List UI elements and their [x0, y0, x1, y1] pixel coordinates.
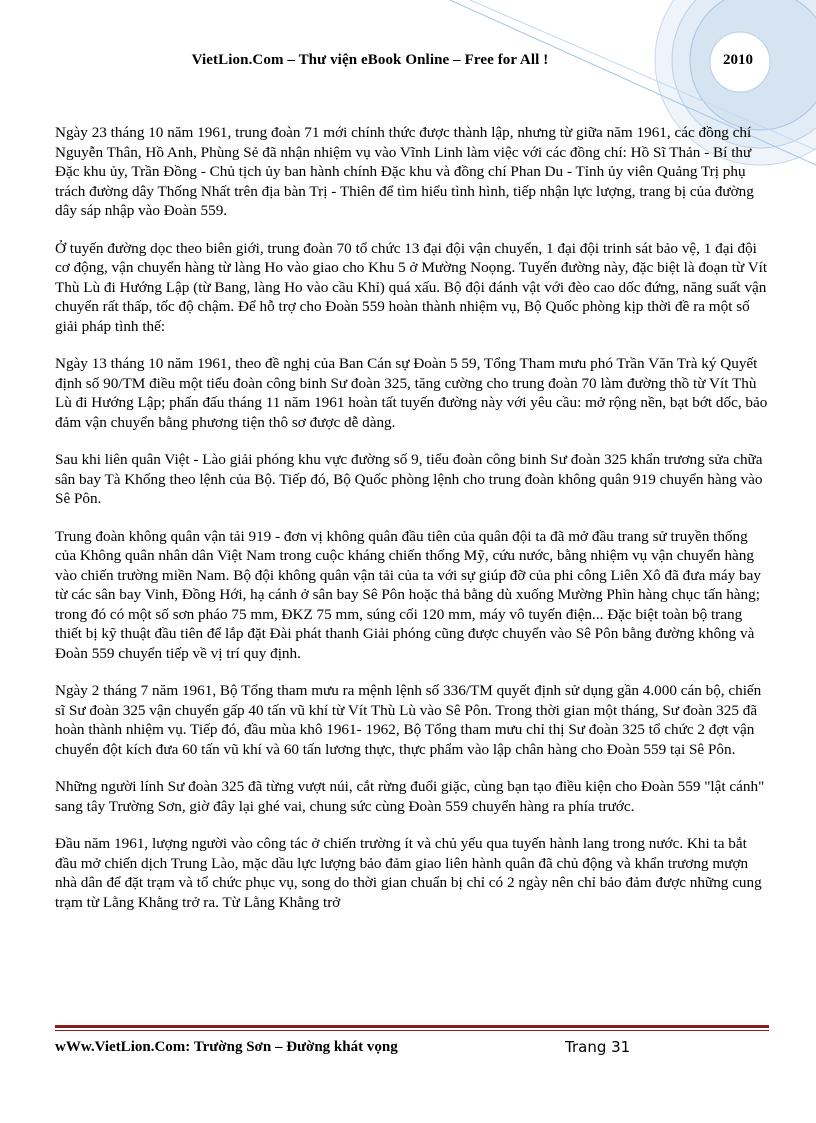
footer-rule	[55, 1025, 769, 1028]
page-number: Trang 31	[565, 1038, 631, 1056]
footer-rule-thin	[55, 1030, 769, 1031]
header-year: 2010	[723, 52, 753, 68]
paragraph: Trung đoàn không quân vận tải 919 - đơn vị không quân đầu tiên của quân đội ta đã mở đầu trang sử truyền thống của Không quân nhân dân Việt Nam trong cuộc kháng chiến thống Mỹ, cứu nước, bằng nhiệm vụ vận chuyển hàng vào chiến trường miền Nam. Bộ đội không quân vận tải của ta với sự giúp đỡ của phi công Liên Xô đã đưa máy bay từ các sân bay Vinh, Đồng Hới, hạ cánh ở sân bay Sê Pôn hoặc thả bằng dù xuống Mường Phìn hàng chục tấn hàng; trong đó có một số sơn pháo 75 mm, ĐKZ 75 mm, súng cối 120 mm, máy vô tuyến điện... Đặc biệt toàn bộ trang thiết bị kỹ thuật đầu tiên để lắp đặt Đài phát thanh Giải phóng cũng được chuyển vào Sê Pôn bằng đường không và Đoàn 559 chuyển tiếp về vị trí quy định.	[55, 527, 761, 662]
paragraph: Những người lính Sư đoàn 325 đã từng vượt núi, cắt rừng đuổi giặc, cùng bạn tạo điều kiện cho Đoàn 559 "lật cánh" sang tây Trường Sơn, giờ đây lại ghé vai, chung sức cùng Đoàn 559 chuyển hàng ra phía trước.	[55, 778, 765, 815]
paragraph: Sau khi liên quân Việt - Lào giải phóng khu vực đường số 9, tiểu đoàn công binh Sư đoàn 325 khẩn trương sửa chữa sân bay Tà Khống theo lệnh của Bộ. Tiếp đó, Bộ Quốc phòng lệnh cho trung đoàn không quân 919 chuyển hàng vào Sê Pôn.	[55, 451, 763, 507]
document-body	[55, 123, 769, 930]
paragraph: Ở tuyến đường dọc theo biên giới, trung đoàn 70 tổ chức 13 đại đội vận chuyển, 1 đại đội trinh sát bảo vệ, 1 đại đội cơ động, vận chuyển hàng từ làng Ho vào giao cho Khu 5 ở Mường Noọng. Tuyến đường này, đặc biệt là đoạn từ Vít Thù Lù đi Hướng Lập (từ Bang, làng Ho vào cầu Khỉ) quá xấu. Bộ đội đánh vật với đèo cao dốc đứng, năng suất vận chuyển rất thấp, tốc độ chậm. Để hỗ trợ cho Đoàn 559 hoàn thành nhiệm vụ, Bộ Quốc phòng kịp thời đề ra một số giải pháp tình thế:	[55, 239, 768, 335]
paragraph: Ngày 23 tháng 10 năm 1961, trung đoàn 71 mới chính thức được thành lập, nhưng từ giữa năm 1961, các đồng chí Nguyễn Thân, Hồ Anh, Phùng Sẻ đã nhận nhiệm vụ vào Vĩnh Linh làm việc với các đồng chí: Hồ Sĩ Thản - Bí thư Đặc khu ủy, Trần Đồng - Chủ tịch ủy ban hành chính Đặc khu và đồng chí Phan Du - Tỉnh ủy viên Quảng Trị phụ trách đường dây Thống Nhất trên địa bàn Trị - Thiên để tìm hiểu tình hình, tiếp nhận lực lượng, trang bị của đường dây sáp nhập vào Đoàn 559.	[55, 124, 754, 219]
footer-site-title: wWw.VietLion.Com: Trường Sơn – Đường khát vọng	[55, 1039, 398, 1055]
header-title: VietLion.Com – Thư viện eBook Online – Free for All !	[191, 52, 549, 68]
paragraph: Ngày 13 tháng 10 năm 1961, theo đề nghị của Ban Cán sự Đoàn 5 59, Tổng Tham mưu phó Trần Văn Trà ký Quyết định số 90/TM điều một tiểu đoàn công binh Sư đoàn 325, tăng cường cho trung đoàn 70 làm đường thồ từ Vít Thù Lù đi Hướng Lập; phấn đấu tháng 11 năm 1961 hoàn tất tuyến đường này với yêu cầu: mở rộng nền, bạt bớt dốc, bảo đảm vận chuyển bằng phương tiện thô sơ được dễ dàng.	[55, 355, 768, 431]
paragraph: Đầu năm 1961, lượng người vào công tác ở chiến trường ít và chủ yếu qua tuyến hành lang trong nước. Khi ta bắt đầu mở chiến dịch Trung Lào, mặc dầu lực lượng bảo đảm giao liên hành quân đã chủ động và khẩn trương mượn nhà dân để đặt trạm và tổ chức phục vụ, song do thời gian chuẩn bị chỉ có 2 ngày nên chỉ bảo đảm được những cung trạm từ Lằng Khằng trở ra. Từ Lằng Khằng trở	[55, 835, 762, 911]
paragraph: Ngày 2 tháng 7 năm 1961, Bộ Tổng tham mưu ra mệnh lệnh số 336/TM quyết định sử dụng gần 4.000 cán bộ, chiến sĩ Sư đoàn 325 vận chuyển gấp 40 tấn vũ khí từ Vít Thù Lù vào Sê Pôn. Trong thời gian một tháng, Sư đoàn 325 đã hoàn thành nhiệm vụ. Tiếp đó, đầu mùa khô 1961- 1962, Bộ Tổng tham mưu chỉ thị Sư đoàn 325 tổ chức 2 đợt vận chuyển đột kích đưa 60 tấn vũ khí và 60 tấn lương thực, thực phẩm vào lập chân hàng cho Đoàn 559 tại Sê Pôn.	[55, 682, 762, 758]
